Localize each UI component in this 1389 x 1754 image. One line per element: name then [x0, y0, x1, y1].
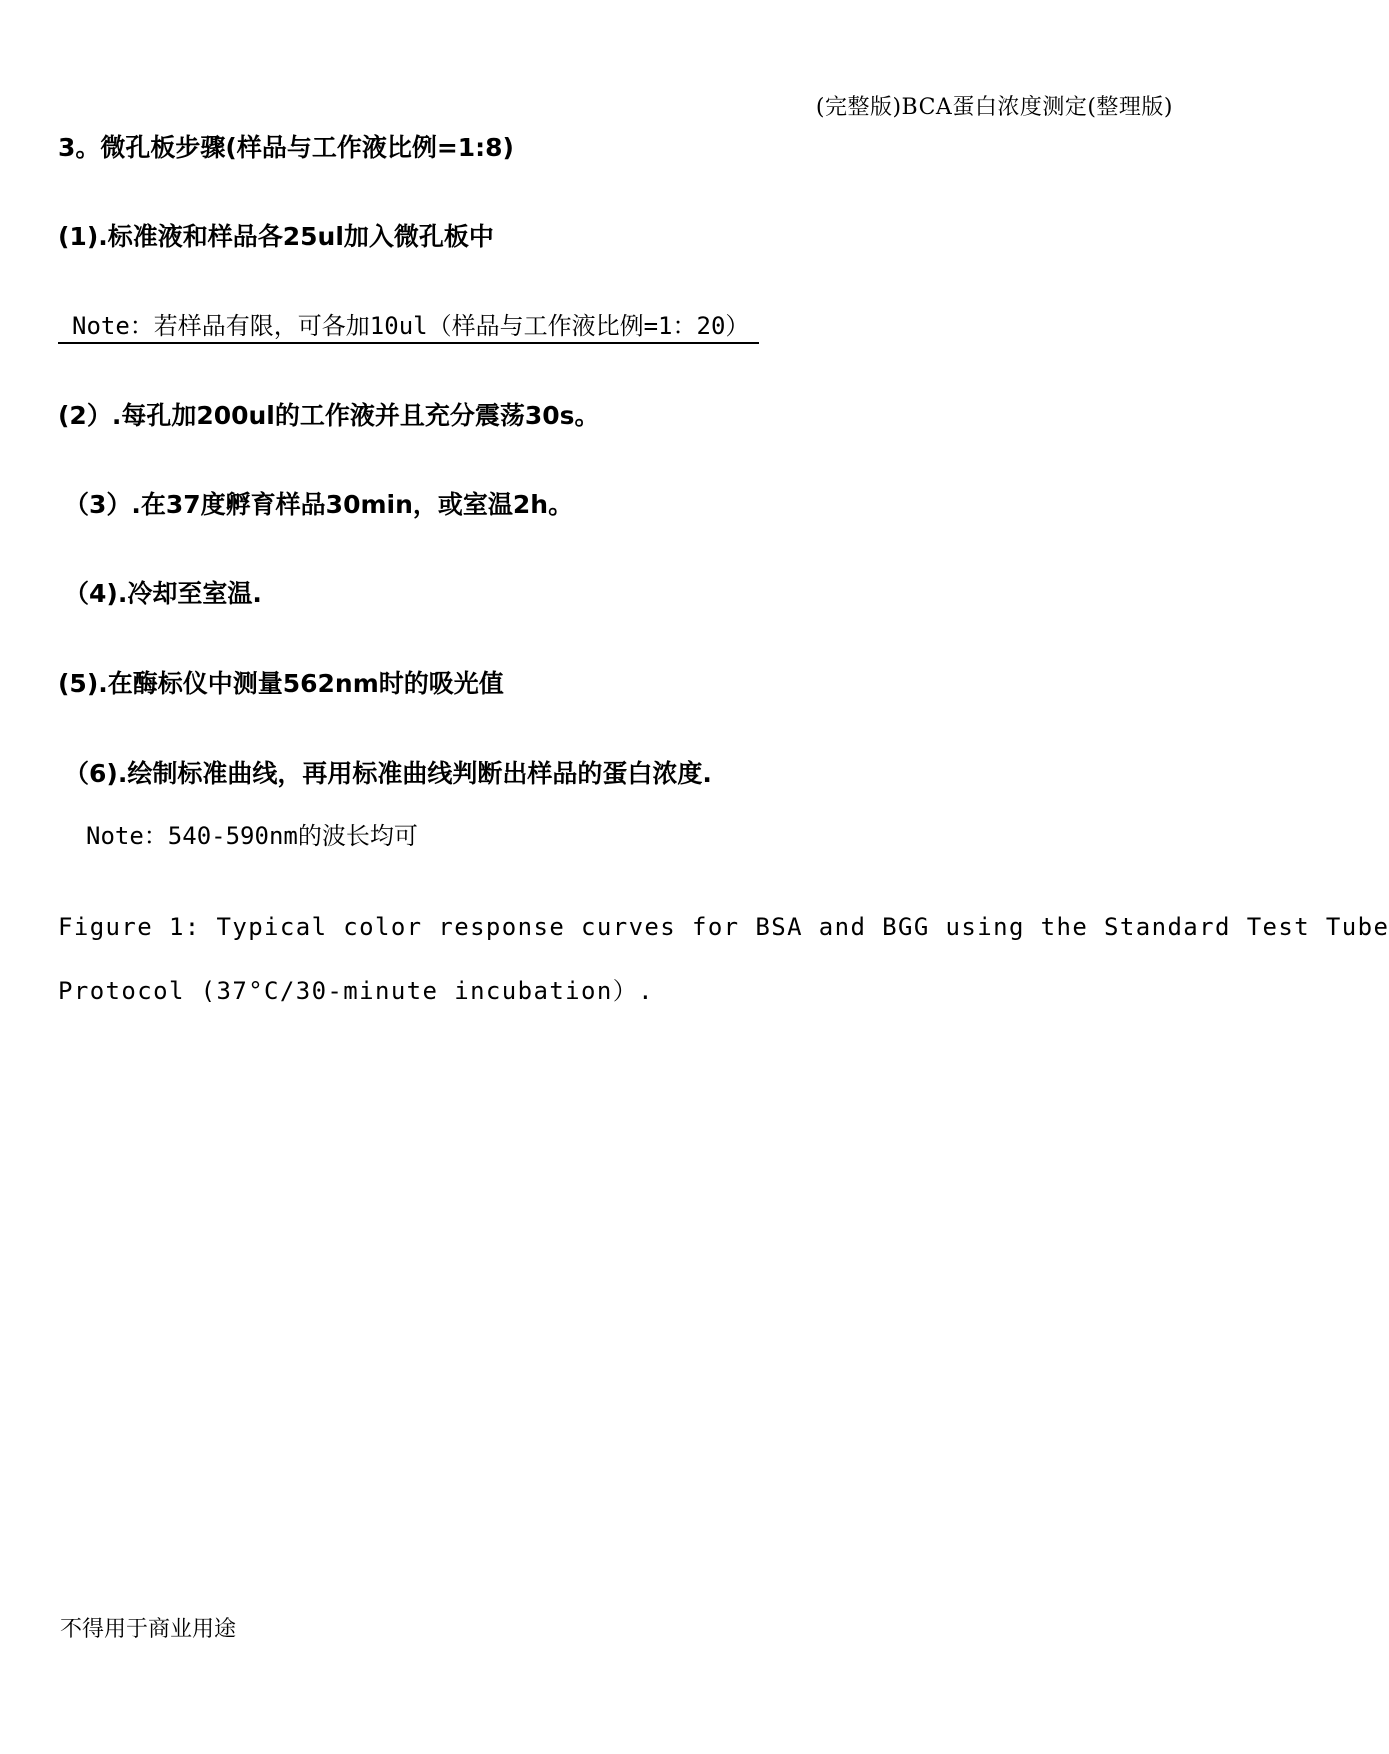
section-heading: 3。微孔板步骤(样品与工作液比例=1:8) — [58, 133, 514, 162]
note-1-text: Note：若样品有限，可各加10ul（样品与工作液比例=1：20） — [58, 312, 759, 344]
step-6: （6).绘制标准曲线，再用标准曲线判断出样品的蛋白浓度. — [64, 759, 712, 788]
figure-caption-line-2: Protocol (37°C/30-minute incubation）. — [58, 977, 654, 1005]
figure-caption-line-1: Figure 1: Typical color response curves for BSA and BGG using the Standard Test Tube — [58, 913, 1389, 941]
step-4: （4).冷却至室温. — [64, 579, 262, 608]
footer-disclaimer: 不得用于商业用途 — [60, 1617, 237, 1642]
step-5: (5).在酶标仪中测量562nm时的吸光值 — [58, 669, 504, 698]
step-2: (2）.每孔加200ul的工作液并且充分震荡30s。 — [58, 401, 600, 430]
step-1: (1).标准液和样品各25ul加入微孔板中 — [58, 222, 494, 251]
page-header-title: (完整版)BCA蛋白浓度测定(整理版) — [815, 95, 1173, 120]
note-1 — [58, 312, 759, 341]
step-3: （3）.在37度孵育样品30min，或室温2h。 — [64, 490, 574, 519]
note-2: Note：540-590nm的波长均可 — [86, 822, 418, 850]
